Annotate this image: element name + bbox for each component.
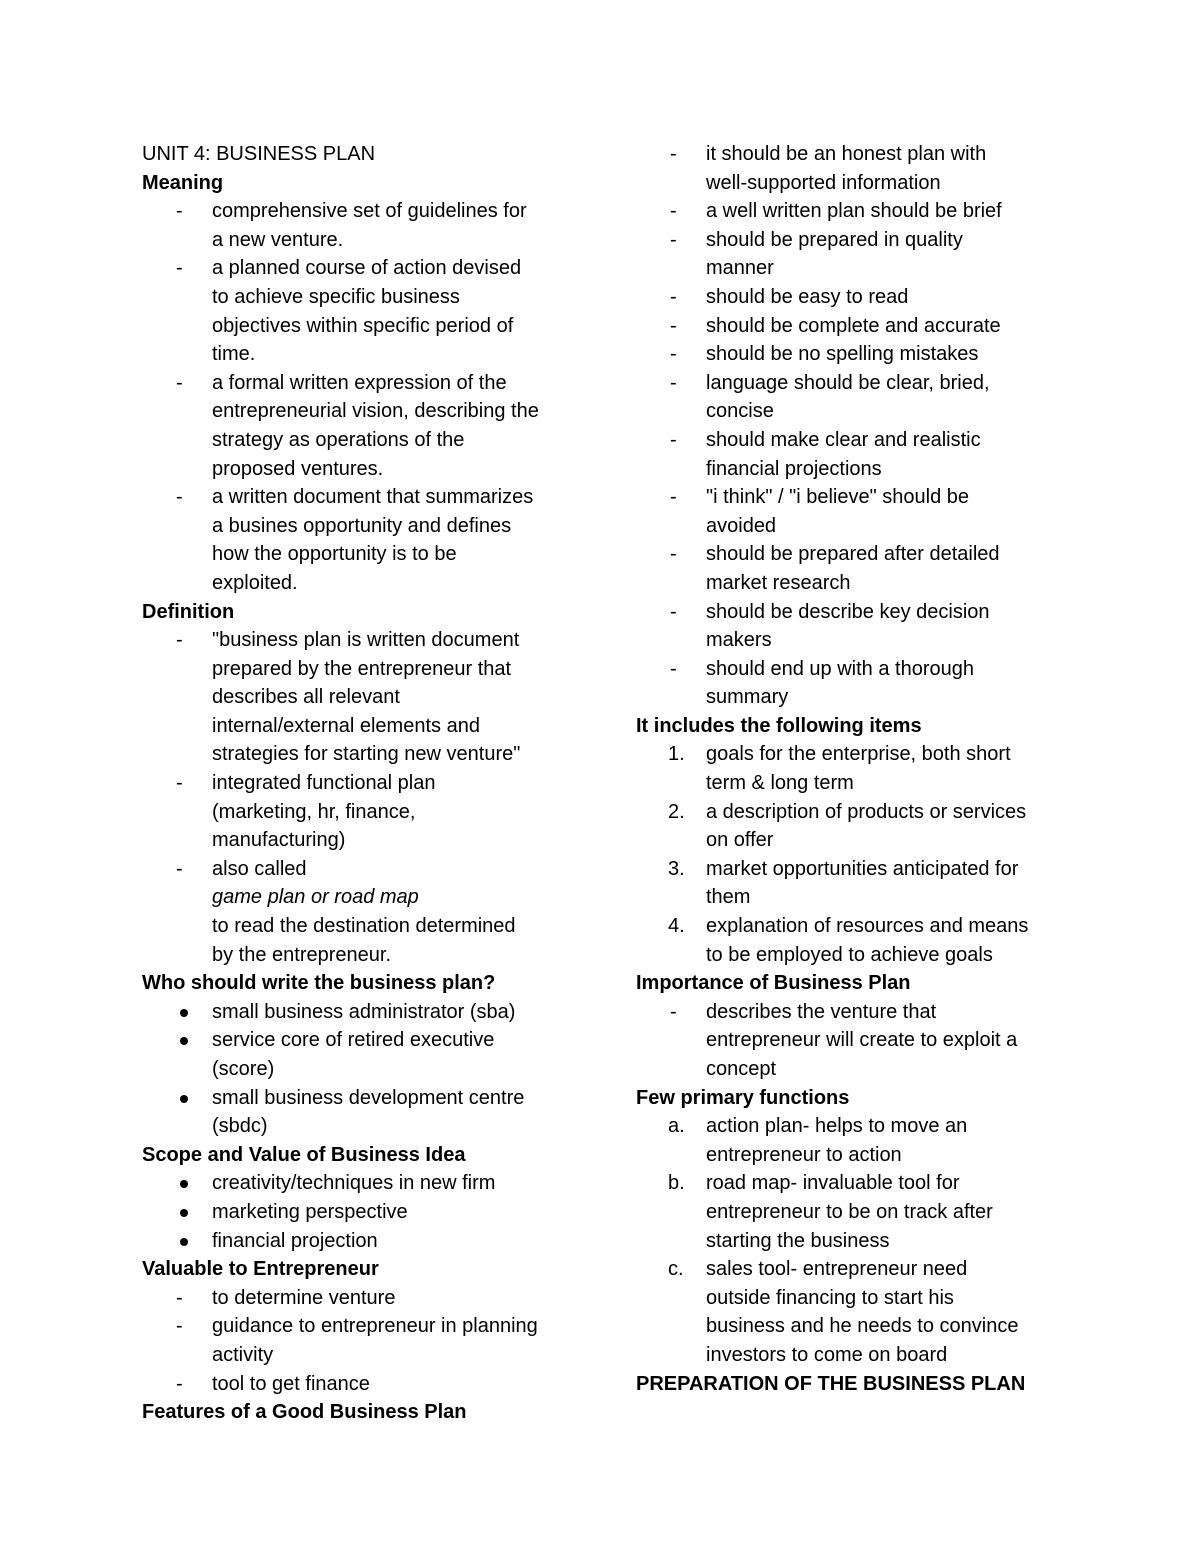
list-item <box>636 483 1076 540</box>
list-item-line: entrepreneurial vision, describing the <box>212 400 539 423</box>
list-item-line: describes all relevant <box>212 686 400 709</box>
list-item-line: summary <box>706 686 789 709</box>
list-item-line: well-supported information <box>706 171 941 194</box>
list-item-line: how the opportunity is to be <box>212 543 457 566</box>
list-item-line: entrepreneur to be on track after <box>706 1200 993 1223</box>
list-item-line: strategies for starting new venture" <box>212 743 521 766</box>
list-item-line: market opportunities anticipated for <box>706 857 1019 880</box>
list-item-line: concise <box>706 400 774 423</box>
list-number-marker: 4. <box>668 915 685 938</box>
list-item-line: to read the destination determined <box>212 915 516 938</box>
dash-marker: - <box>176 200 183 223</box>
list-item <box>636 140 1076 197</box>
list-item-line: language should be clear, bried, <box>706 371 990 394</box>
list-item-line: small business administrator (sba) <box>212 1000 516 1023</box>
list-item-line: manner <box>706 257 774 280</box>
dash-marker: - <box>176 486 183 509</box>
list-item-line: creativity/techniques in new firm <box>212 1172 496 1195</box>
list-item-line: should be prepared in quality <box>706 228 963 251</box>
list-item-line: manufacturing) <box>212 829 346 852</box>
list-item-line: explanation of resources and means <box>706 915 1029 938</box>
list-number-marker: 2. <box>668 800 685 823</box>
list-item-line: comprehensive set of guidelines for <box>212 200 527 223</box>
dash-marker: - <box>176 629 183 652</box>
list-item <box>636 740 1076 797</box>
list-item <box>636 998 1076 1084</box>
list-item-line: a description of products or services <box>706 800 1027 823</box>
list-number-marker: a. <box>668 1115 685 1138</box>
list-item <box>142 855 582 969</box>
list-item-line: a formal written expression of the <box>212 371 507 394</box>
functions-list <box>636 1112 1076 1369</box>
list-item-line: a written document that summarizes <box>212 486 534 509</box>
dash-marker: - <box>670 285 677 308</box>
dash-marker: - <box>670 343 677 366</box>
dash-marker: - <box>176 1286 183 1309</box>
list-item <box>636 283 1076 312</box>
dash-marker: - <box>176 1315 183 1338</box>
list-item-line: entrepreneur will create to exploit a <box>706 1029 1018 1052</box>
list-item <box>636 655 1076 712</box>
list-item-line: internal/external elements and <box>212 714 480 737</box>
list-number-marker: 3. <box>668 857 685 880</box>
scope-list <box>142 1169 582 1255</box>
list-item-line: integrated functional plan <box>212 772 436 795</box>
list-item <box>142 1284 582 1313</box>
who-list <box>142 998 582 1141</box>
preparation-heading: PREPARATION OF THE BUSINESS PLAN <box>636 1372 1026 1395</box>
bullet-marker <box>180 1209 188 1217</box>
list-item-line: proposed ventures. <box>212 457 384 480</box>
list-item <box>142 769 582 855</box>
list-item-line: tool to get finance <box>212 1372 370 1395</box>
list-item-line: should make clear and realistic <box>706 428 981 451</box>
right-column <box>636 140 1076 1398</box>
bullet-marker <box>180 1037 188 1045</box>
list-item <box>142 626 582 769</box>
list-item <box>142 1198 582 1227</box>
list-item <box>636 197 1076 226</box>
definition-heading: Definition <box>142 600 235 623</box>
list-item-line: strategy as operations of the <box>212 428 465 451</box>
valuable-heading: Valuable to Entrepreneur <box>142 1258 379 1281</box>
list-item-line: on offer <box>706 829 774 852</box>
list-item-line: (marketing, hr, finance, <box>212 800 416 823</box>
list-item-line: a well written plan should be brief <box>706 200 1002 223</box>
dash-marker: - <box>670 657 677 680</box>
list-item-line: to be employed to achieve goals <box>706 943 993 966</box>
includes-heading: It includes the following items <box>636 714 922 737</box>
list-item-line: avoided <box>706 514 777 537</box>
list-item-line: time. <box>212 343 256 366</box>
dash-marker: - <box>670 543 677 566</box>
list-number-marker: b. <box>668 1172 685 1195</box>
list-item-line: them <box>706 886 751 909</box>
dash-marker: - <box>670 143 677 165</box>
dash-marker: - <box>176 257 183 280</box>
valuable-list <box>142 1284 582 1398</box>
list-item-line: business and he needs to convince <box>706 1315 1019 1338</box>
list-item <box>142 1169 582 1198</box>
list-item-line: activity <box>212 1343 274 1366</box>
scope-heading: Scope and Value of Business Idea <box>142 1143 466 1166</box>
list-item <box>142 998 582 1027</box>
list-item-line: a planned course of action devised <box>212 257 522 280</box>
list-item <box>142 1370 582 1399</box>
list-item-line: should end up with a thorough <box>706 657 974 680</box>
list-item-line: describes the venture that <box>706 1000 937 1023</box>
dash-marker: - <box>670 200 677 223</box>
list-item <box>636 312 1076 341</box>
list-item <box>636 1112 1076 1169</box>
list-item <box>636 369 1076 426</box>
list-item-line: market research <box>706 571 851 594</box>
dash-marker: - <box>176 857 183 880</box>
list-item-line: sales tool- entrepreneur need <box>706 1258 968 1281</box>
list-item-line: should be describe key decision <box>706 600 990 623</box>
list-item-line: a new venture. <box>212 228 344 251</box>
bullet-marker <box>180 1180 188 1188</box>
list-item <box>636 855 1076 912</box>
list-item-line: road map- invaluable tool for <box>706 1172 960 1195</box>
list-item-line: "i think" / "i believe" should be <box>706 486 969 509</box>
list-item-line: financial projection <box>212 1229 378 1252</box>
list-item-line: (sbdc) <box>212 1115 268 1138</box>
list-item-line: by the entrepreneur. <box>212 943 392 966</box>
list-item-line: investors to come on board <box>706 1343 948 1366</box>
list-item <box>636 226 1076 283</box>
list-item-line: to determine venture <box>212 1286 396 1309</box>
list-item-line: exploited. <box>212 571 298 594</box>
list-item-line: makers <box>706 629 772 652</box>
list-item-line: to achieve specific business <box>212 285 460 308</box>
list-item-line: prepared by the entrepreneur that <box>212 657 512 680</box>
meaning-list <box>142 197 582 597</box>
list-item-line: should be prepared after detailed <box>706 543 1000 566</box>
list-item-line: entrepreneur to action <box>706 1143 902 1166</box>
list-item-line: should be complete and accurate <box>706 314 1001 337</box>
list-number-marker: c. <box>668 1258 684 1281</box>
list-item-line: objectives within specific period of <box>212 314 514 337</box>
list-item-line: guidance to entrepreneur in planning <box>212 1315 538 1338</box>
list-item-line: goals for the enterprise, both short <box>706 743 1011 766</box>
dash-marker: - <box>670 314 677 337</box>
list-item-line: it should be an honest plan with <box>706 143 987 165</box>
bullet-marker <box>180 1238 188 1246</box>
left-column <box>142 140 582 1427</box>
features-heading: Features of a Good Business Plan <box>142 1401 467 1424</box>
list-item <box>142 1026 582 1083</box>
list-item-line: small business development centre <box>212 1086 525 1109</box>
unit-title: UNIT 4: BUSINESS PLAN <box>142 143 376 165</box>
list-item-line: starting the business <box>706 1229 890 1252</box>
list-item <box>636 540 1076 597</box>
functions-heading: Few primary functions <box>636 1086 850 1109</box>
list-item <box>142 483 582 597</box>
list-item-line: concept <box>706 1058 777 1080</box>
list-item-line: action plan- helps to move an <box>706 1115 968 1138</box>
list-item-line: (score) <box>212 1058 275 1080</box>
dash-marker: - <box>670 1000 677 1023</box>
importance-list <box>636 998 1076 1084</box>
list-item <box>636 1255 1076 1369</box>
dash-marker: - <box>670 486 677 509</box>
dash-marker: - <box>670 600 677 623</box>
list-item-line: should be no spelling mistakes <box>706 343 979 366</box>
definition-list <box>142 626 582 855</box>
dash-marker: - <box>176 772 183 795</box>
dash-marker: - <box>670 428 677 451</box>
list-item <box>636 798 1076 855</box>
list-item-line: service core of retired executive <box>212 1029 495 1052</box>
list-item <box>636 1169 1076 1255</box>
list-item <box>636 426 1076 483</box>
list-item-line: a busines opportunity and defines <box>212 514 512 537</box>
emphasis-text: game plan or road map <box>212 886 419 909</box>
list-item <box>636 340 1076 369</box>
dash-marker: - <box>670 228 677 251</box>
list-number-marker: 1. <box>668 743 685 766</box>
features-list <box>636 140 1076 712</box>
bullet-marker <box>180 1009 188 1017</box>
dash-marker: - <box>670 371 677 394</box>
list-item <box>636 598 1076 655</box>
list-item-line: financial projections <box>706 457 882 480</box>
dash-marker: - <box>176 371 183 394</box>
list-item <box>142 254 582 368</box>
dash-marker: - <box>176 1372 183 1395</box>
list-item <box>142 1084 582 1141</box>
list-item-line: should be easy to read <box>706 285 909 308</box>
bullet-marker <box>180 1095 188 1103</box>
list-item-line: marketing perspective <box>212 1200 408 1223</box>
who-heading: Who should write the business plan? <box>142 972 496 995</box>
includes-list <box>636 740 1076 969</box>
list-item <box>142 1312 582 1369</box>
list-item <box>142 197 582 254</box>
list-item <box>636 912 1076 969</box>
list-item <box>142 369 582 483</box>
list-item-line: "business plan is written document <box>212 629 520 652</box>
meaning-heading: Meaning <box>142 171 224 194</box>
list-item-line: term & long term <box>706 772 854 795</box>
list-item <box>142 1227 582 1256</box>
list-item-line: also called game plan or road map <box>212 857 419 909</box>
list-item-line: outside financing to start his <box>706 1286 954 1309</box>
importance-heading: Importance of Business Plan <box>636 972 911 995</box>
